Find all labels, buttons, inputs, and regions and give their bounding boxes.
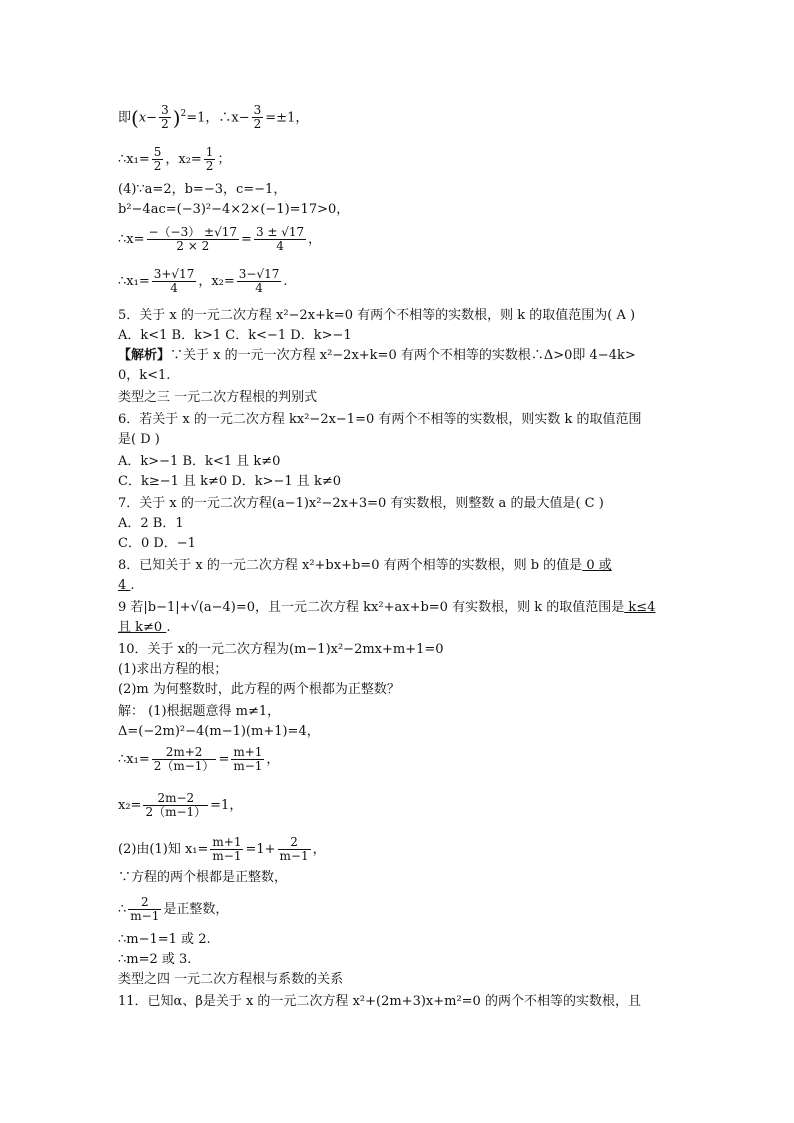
question-6: 6．若关于 x 的一元二次方程 kx²−2x−1=0 有两个不相等的实数根，则实数 k 的取值范围	[118, 412, 642, 427]
question-5-explanation-cont: 0，k<1.	[118, 368, 171, 383]
fraction: $\frac{2}{m-1}$	[130, 895, 160, 923]
line-roots-3: ∴x₁= $\frac{5}{2}$ ，x₂= $\frac{1}{2}$ ；	[118, 145, 231, 173]
solution-line-1: 解： (1)根据题意得 m≠1，	[118, 704, 281, 719]
solution-line-8: ∴m−1=1 或 2.	[118, 932, 211, 947]
fraction: $\frac{1}{2}$	[205, 145, 214, 173]
question-11: 11．已知α、β是关于 x 的一元二次方程 x²+(2m+3)x+m²=0 的两个不相等的实数根，且	[118, 994, 641, 1009]
line-roots-4: ∴x₁= $\frac{3+√17}{4}$ ，x₂= $\frac{3-√17}{4}$ .	[118, 267, 288, 295]
fraction: $\frac{2m+2}{2(m-1)}$	[153, 745, 215, 773]
solution-line-6: ∵方程的两个根都是正整数，	[118, 870, 288, 885]
line-discriminant: b²−4ac=(−3)²−4×2×(−1)=17>0，	[118, 202, 350, 217]
question-7: 7．关于 x 的一元二次方程(a−1)x²−2x+3=0 有实数根，则整数 a 的最大值是( C )	[118, 496, 604, 511]
fraction: $\frac{m+1}{m-1}$	[212, 835, 242, 863]
question-10-part-1: (1)求出方程的根；	[118, 662, 228, 677]
fraction: $\frac{m+1}{m-1}$	[233, 745, 263, 773]
answer-blank: 且 k≠0	[118, 620, 167, 635]
answer-blank: k≤4	[624, 600, 656, 615]
question-8-cont: 4 .	[118, 578, 135, 593]
fraction: $\frac{2}{m-1}$	[279, 835, 309, 863]
fraction: $\frac{-(-3) \pm√17}{2 \times 2}$	[148, 225, 238, 253]
answer-blank: 0 或	[582, 558, 612, 573]
question-7-options-2: C．0 D．−1	[118, 536, 196, 551]
fraction: $\frac{2m-2}{2(m-1)}$	[145, 791, 207, 819]
question-6-options-1: A．k>−1 B．k<1 且 k≠0	[118, 454, 281, 469]
question-10: 10．关于 x的一元二次方程为(m−1)x²−2mx+m+1=0	[118, 642, 444, 657]
section-heading-4: 类型之四 一元二次方程根与系数的关系	[118, 972, 344, 987]
fraction: $\frac{3}{2}$	[161, 103, 169, 132]
fraction: $\frac{5}{2}$	[153, 145, 162, 173]
question-7-options-1: A．2 B．1	[118, 516, 184, 531]
solution-line-4: x₂= $\frac{2m-2}{2(m-1)}$ =1，	[118, 791, 243, 819]
question-6-options-2: C．k≥−1 且 k≠0 D．k>−1 且 k≠0	[118, 474, 341, 489]
line-coefficients: (4)∵a=2，b=−3，c=−1，	[118, 182, 287, 197]
fraction: $\frac{3}{2}$	[253, 103, 262, 132]
solution-line-9: ∴m=2 或 3.	[118, 952, 192, 967]
question-5-options: A．k<1 B．k>1 C．k<−1 D．k>−1	[118, 328, 352, 343]
solution-line-5: (2)由(1)知 x₁= $\frac{m+1}{m-1}$ =1+ $\frac{2}{m-1}$ ，	[118, 835, 326, 863]
question-6-cont: 是( D )	[118, 432, 160, 447]
line-quadratic-formula: ∴x= $\frac{-(-3) \pm√17}{2 \times 2}$ = $\frac{3 \pm √17}{4}$ ，	[118, 225, 322, 253]
solution-line-3: ∴x₁= $\frac{2m+2}{2(m-1)}$ = $\frac{m+1}{m-1}$ ，	[118, 745, 280, 773]
solution-line-7: ∴ $\frac{2}{m-1}$ 是正整数，	[118, 895, 229, 923]
fraction: $\frac{3+√17}{4}$	[153, 267, 195, 295]
solution-line-2: Δ=(−2m)²−4(m−1)(m+1)=4，	[118, 724, 320, 739]
question-5: 5．关于 x 的一元二次方程 x²−2x+k=0 有两个不相等的实数根，则 k 的取值范围为( A )	[118, 308, 636, 323]
question-5-explanation: 【解析】∵关于 x 的一元一次方程 x²−2x+k=0 有两个不相等的实数根∴Δ>0即 4−4k>	[118, 348, 636, 363]
question-10-part-2: (2)m 为何整数时，此方程的两个根都为正整数？	[118, 682, 400, 697]
fraction: $\frac{3-√17}{4}$	[238, 267, 280, 295]
section-heading-3: 类型之三 一元二次方程根的判别式	[118, 390, 318, 405]
line-completing-square: 即(x− $\frac{3}{2}$ )$^2$=1，∴x− $\frac{3}{2}$ =±1，	[118, 103, 309, 132]
question-9: 9 若|b−1|+√(a−4)=0，且一元二次方程 kx²+ax+b=0 有实数根，则 k 的取值范围是 k≤4	[118, 600, 656, 615]
question-8: 8．已知关于 x 的一元二次方程 x²+bx+b=0 有两个相等的实数根，则 b 的值是 0 或	[118, 558, 612, 573]
answer-blank: 4	[118, 578, 131, 593]
question-9-cont: 且 k≠0 .	[118, 620, 171, 635]
fraction: $\frac{3 \pm √17}{4}$	[255, 225, 305, 253]
